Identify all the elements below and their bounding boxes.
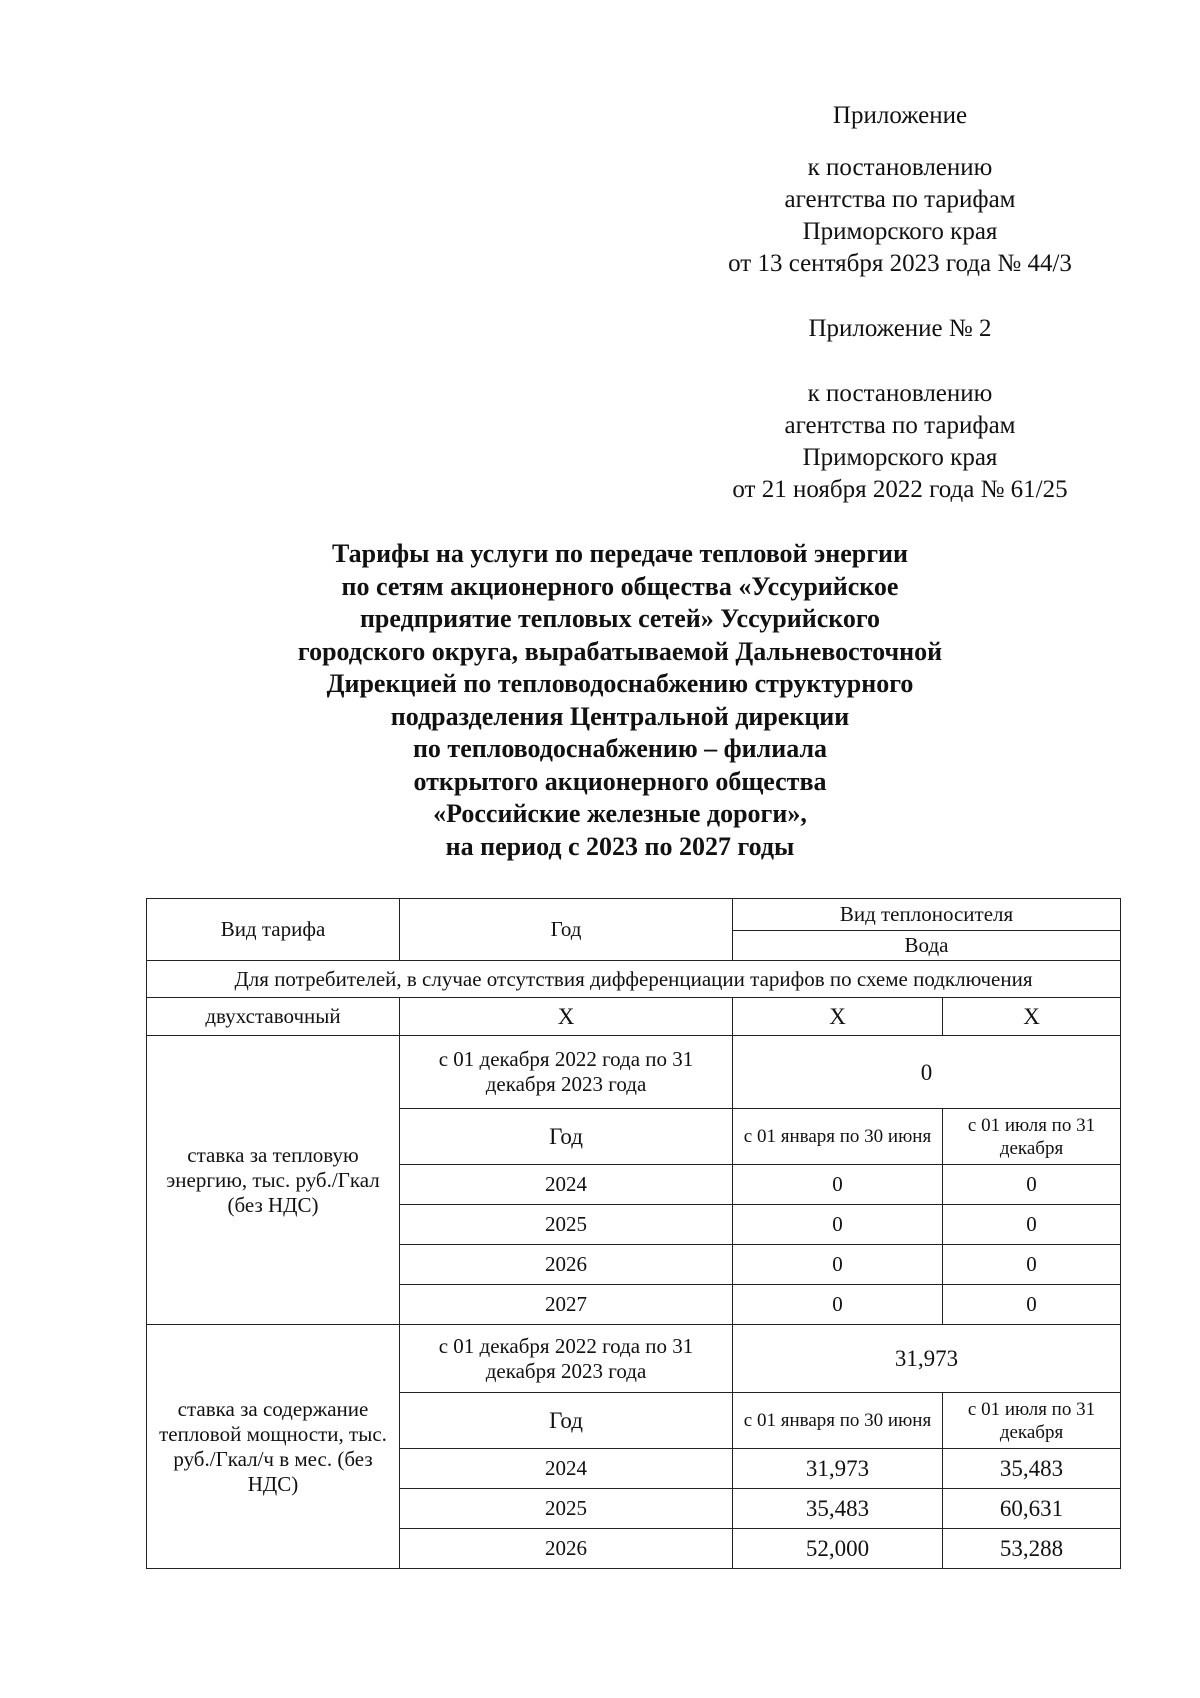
value-cell: 0	[943, 1245, 1121, 1285]
capacity-rate-label: ставка за содержание тепловой мощности, тыс. руб./Гкал/ч в мес. (без НДС)	[147, 1325, 400, 1569]
year-cell: 2026	[400, 1245, 733, 1285]
two-part-x: X	[943, 998, 1121, 1036]
title-line: подразделения Центральной дирекции	[390, 701, 850, 731]
annex2-ref-line: Приморского края	[802, 444, 998, 471]
document-title	[250, 538, 990, 863]
value-cell: 0	[733, 1245, 943, 1285]
table-header-row	[147, 899, 1121, 931]
title-line: Тарифы на услуги по передаче тепловой энергии	[331, 539, 909, 568]
annex-ref-line: от 13 сентября 2023 года № 44/3	[728, 250, 1072, 277]
period-label: с 01 декабря 2022 года по 31 декабря 2023 года	[400, 1325, 733, 1393]
value-cell: 60,631	[943, 1489, 1121, 1529]
h1-header: с 01 января по 30 июня	[733, 1109, 943, 1165]
two-part-x: X	[400, 998, 733, 1036]
annex-ref-line: к постановлению	[807, 154, 993, 181]
header-carrier: Вид теплоносителя	[733, 899, 1121, 931]
two-part-x: X	[733, 998, 943, 1036]
annex2-ref-line: к постановлению	[807, 380, 993, 407]
h2-header: с 01 июля по 31 декабря	[943, 1393, 1121, 1449]
consumer-note-row	[147, 961, 1121, 998]
value-cell: 0	[943, 1285, 1121, 1325]
annex-reference	[690, 152, 1110, 280]
consumer-note: Для потребителей, в случае отсутствия дифференциации тарифов по схеме подключения	[147, 961, 1121, 998]
two-part-label: двухставочный	[147, 998, 400, 1036]
title-line: открытого акционерного общества	[413, 766, 827, 796]
title-line: Дирекцией по тепловодоснабжению структурного	[326, 669, 914, 698]
annex2-title-text: Приложение № 2	[808, 315, 992, 342]
value-cell: 53,288	[943, 1529, 1121, 1569]
period-label: с 01 декабря 2022 года по 31 декабря 2023 года	[400, 1036, 733, 1109]
year-cell: 2024	[400, 1165, 733, 1205]
year-cell: 2024	[400, 1449, 733, 1489]
year-cell: 2026	[400, 1529, 733, 1569]
tariff-table	[146, 898, 1121, 1569]
year-cell: 2027	[400, 1285, 733, 1325]
value-cell: 52,000	[733, 1529, 943, 1569]
value-cell: 35,483	[943, 1449, 1121, 1489]
table-row	[147, 1325, 1121, 1393]
header-year: Год	[400, 899, 733, 961]
table-row	[147, 1036, 1121, 1109]
value-cell: 0	[943, 1205, 1121, 1245]
title-line: на период с 2023 по 2027 годы	[445, 831, 795, 861]
title-line: предприятие тепловых сетей» Уссурийского	[359, 604, 881, 633]
two-part-row	[147, 998, 1121, 1036]
value-cell: 0	[733, 1205, 943, 1245]
title-line: городского округа, вырабатываемой Дальневосточной	[297, 636, 943, 666]
value-cell: 0	[733, 1165, 943, 1205]
period-value: 0	[733, 1036, 1121, 1109]
value-cell: 0	[943, 1165, 1121, 1205]
year-header: Год	[400, 1109, 733, 1165]
year-cell: 2025	[400, 1205, 733, 1245]
h2-header: с 01 июля по 31 декабря	[943, 1109, 1121, 1165]
annex2-ref-line: агентства по тарифам	[784, 412, 1016, 439]
header-tariff-type: Вид тарифа	[147, 899, 400, 961]
annex2-title	[690, 313, 1110, 345]
header-water: Вода	[733, 931, 1121, 961]
period-value: 31,973	[733, 1325, 1121, 1393]
title-line: по сетям акционерного общества «Уссурийское	[341, 571, 899, 601]
title-line: по тепловодоснабжению – филиала	[412, 734, 828, 763]
value-cell: 0	[733, 1285, 943, 1325]
annex2-ref-line: от 21 ноября 2022 года № 61/25	[732, 476, 1068, 503]
annex-title	[690, 100, 1110, 132]
year-header: Год	[400, 1393, 733, 1449]
h1-header: с 01 января по 30 июня	[733, 1393, 943, 1449]
heat-rate-label: ставка за тепловую энергию, тыс. руб./Гкал (без НДС)	[147, 1036, 400, 1325]
year-cell: 2025	[400, 1489, 733, 1529]
value-cell: 35,483	[733, 1489, 943, 1529]
annex2-reference	[690, 378, 1110, 506]
title-line: «Российские железные дороги»,	[433, 799, 807, 828]
value-cell: 31,973	[733, 1449, 943, 1489]
annex-ref-line: Приморского края	[802, 218, 998, 245]
annex-ref-line: агентства по тарифам	[784, 186, 1016, 213]
annex-title-text: Приложение	[832, 102, 968, 129]
